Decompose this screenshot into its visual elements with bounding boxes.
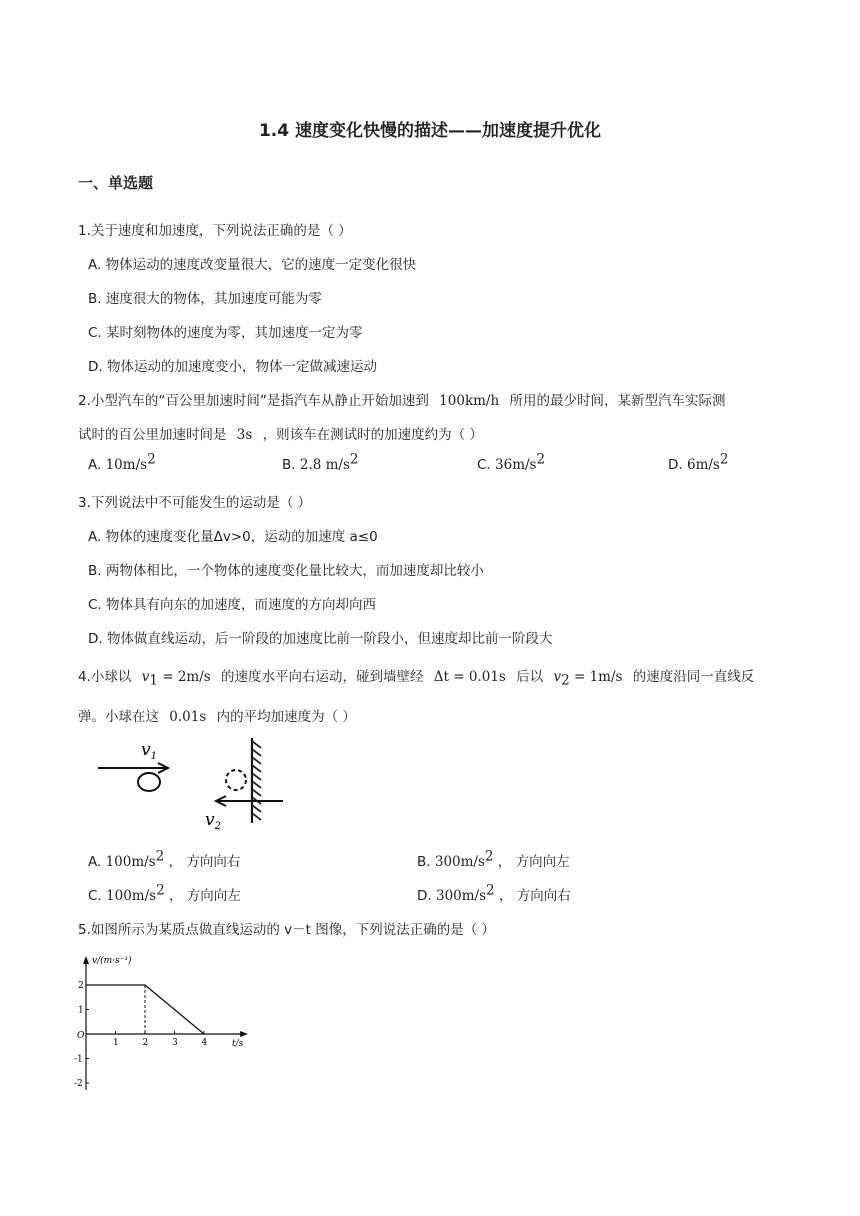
question-4-text-3: 后以 [516,669,544,685]
option-value: 2.8 m/s [299,457,350,473]
option-value: 10m/s [105,457,148,473]
question-4-v2-sub: 2 [561,672,570,689]
ball-wall-figure [95,735,290,830]
question-4-option-d [417,884,571,904]
option-exponent: 2 [486,882,495,899]
option-label: C. [88,888,102,904]
vt-chart-axes [74,955,248,1090]
question-2-text-1: 2.小型汽车的“百公里加速时间”是指汽车从静止开始加速到 [78,393,429,409]
option-label: D. [668,457,683,473]
question-2-option-d [668,451,729,473]
question-2-text-4: ，则该车在测试时的加速度约为（ ） [262,427,483,443]
option-exponent: 2 [349,451,359,468]
wall-hatching [252,741,261,820]
question-4-text-1: 4.小球以 [78,669,132,685]
question-4-v1: v [141,669,150,685]
option-label: A. [88,457,102,473]
x-tick-label: 3 [172,1038,178,1048]
question-4-text-6: 内的平均加速度为（ ） [216,709,356,725]
x-axis-arrow [240,1031,248,1037]
option-label: B. [282,457,296,473]
y-axis-label: v/(m·s⁻¹) [92,956,132,966]
question-2-option-a [88,451,156,473]
option-direction: ， 方向向右 [168,854,241,870]
question-2-option-b [282,451,359,473]
origin-label: O [77,1031,85,1041]
question-3-option-c: C. 物体具有向东的加速度，而速度的方向却向西 [88,597,377,613]
page-title: 1.4 速度变化快慢的描述——加速度提升优化 [258,121,602,141]
v1-label: $v_1$ [141,740,157,762]
option-value: 100m/s [106,888,157,904]
option-value: 300m/s [434,854,485,870]
x-tick-label: 2 [142,1038,149,1048]
question-3-option-a: A. 物体的速度变化量Δv>0，运动的加速度 a≤0 [88,529,378,545]
section-heading: 一、单选题 [78,174,154,192]
option-label: C. [477,457,491,473]
option-label: D. [417,888,432,904]
option-exponent: 2 [155,848,165,865]
option-value: 300m/s [435,888,487,904]
question-4-option-b [417,850,570,870]
ball-at-wall [226,770,246,790]
x-tick-label: 4 [201,1038,208,1048]
question-4-dt: Δt = 0.01s [433,669,506,685]
question-1-option-a: A. 物体运动的速度改变量很大，它的速度一定变化很快 [88,257,417,273]
option-exponent: 2 [156,882,165,899]
vt-chart-marks [86,985,204,1034]
question-2-line-2 [78,423,483,443]
question-3-option-b: B. 两物体相比，一个物体的速度变化量比较大，而加速度却比较小 [88,563,484,579]
question-4-line-1 [78,665,755,689]
question-1-option-b: B. 速度很大的物体，其加速度可能为零 [88,291,322,307]
option-exponent: 2 [536,451,546,468]
option-value: 100m/s [105,854,156,870]
y-tick-label: 1 [78,1005,84,1016]
question-3-option-d: D. 物体做直线运动，后一阶段的加速度比前一阶段小，但速度却比前一阶段大 [88,631,553,647]
option-exponent: 2 [147,451,156,468]
option-direction: ， 方向向左 [168,888,241,904]
x-tick-label: 1 [113,1038,119,1048]
question-2-text-2: 所用的最少时间，某新型汽车实际测 [509,393,726,409]
question-4-v2: v [553,669,562,685]
v2-label: $v_2$ [205,810,221,830]
y-axis-arrow [83,956,89,964]
question-4-option-c [88,884,241,904]
question-2-line-1 [78,389,725,409]
question-4-v1-value: = 2m/s [157,669,211,685]
question-3-stem: 3.下列说法中不可能发生的运动是（ ） [78,495,312,511]
question-2-option-c [477,451,546,473]
question-2-speed: 100km/h [439,393,500,409]
option-direction: ， 方向向右 [498,888,571,904]
question-4-v1-sub: 1 [149,672,158,689]
ball [138,773,160,791]
x-axis-label: t/s [232,1039,244,1049]
y-tick-label: -1 [74,1054,83,1065]
question-1-option-c: C. 某时刻物体的速度为零，其加速度一定为零 [88,325,363,341]
option-direction: ， 方向向左 [497,854,570,870]
question-1-option-d: D. 物体运动的加速度变小，物体一定做减速运动 [88,359,377,375]
vt-chart [72,950,257,1095]
option-value: 6m/s [686,457,720,473]
y-tick-label: -2 [74,1079,83,1089]
question-4-dt2: 0.01s [169,709,207,725]
option-exponent: 2 [719,451,729,468]
question-2-text-3: 试时的百公里加速时间是 [78,427,227,443]
question-4-text-4: 的速度沿同一直线反 [632,669,755,685]
question-5-stem: 5.如图所示为某质点做直线运动的 v－t 图像，下列说法正确的是（ ） [78,922,496,938]
option-label: B. [417,854,431,870]
option-value: 36m/s [495,457,537,473]
question-2-time: 3s [236,427,253,443]
question-4-text-2: 的速度水平向右运动，碰到墙壁经 [220,669,424,685]
question-1-stem: 1.关于速度和加速度，下列说法正确的是（ ） [78,223,352,239]
question-4-option-a [88,850,240,870]
option-exponent: 2 [484,848,494,865]
y-tick-label: 2 [78,981,84,991]
option-label: A. [88,854,102,870]
question-4-v2-value: = 1m/s [569,669,623,685]
question-4-text-5: 弹。小球在这 [78,709,159,725]
question-4-line-2 [78,705,356,725]
